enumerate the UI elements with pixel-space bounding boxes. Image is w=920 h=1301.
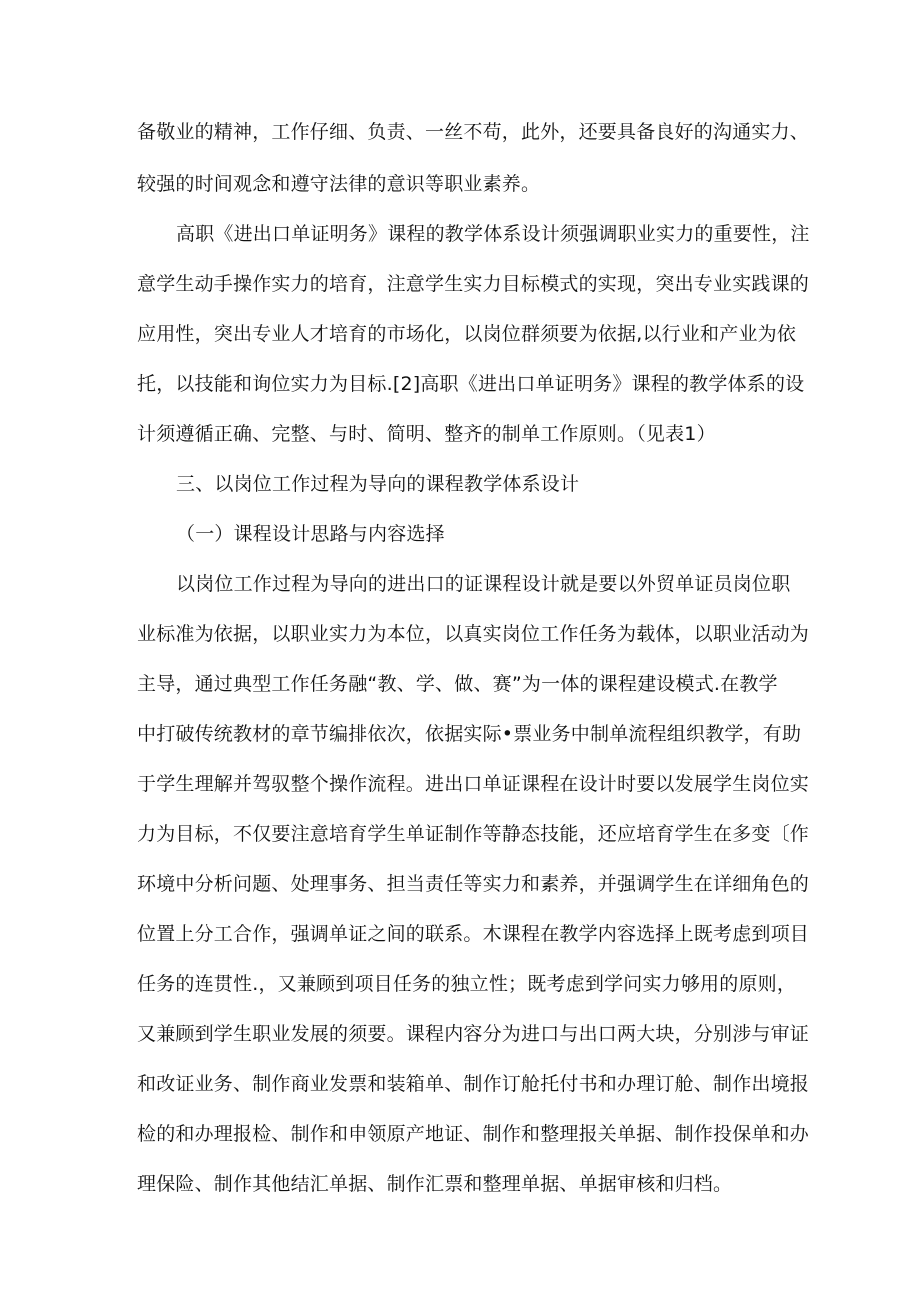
- text-line: 位置上分工合作，强调单证之间的联系。木课程在教学内容选择上既考虑到项目: [137, 923, 810, 945]
- paragraph-first-line: 高职《进出口单证明务》课程的教学体系设计须强调职业实力的重要性，注: [176, 223, 810, 245]
- text-line: 力为目标，不仅要注意培育学生单证制作等静态技能，还应培育学生在多变〔作: [137, 823, 810, 845]
- text-line: 于学生理解并驾驭整个操作流程。进出口单证课程在设计时要以发展学生岗位实: [137, 773, 810, 795]
- section-heading: 三、以岗位工作过程为导向的课程教学体系设计: [176, 473, 580, 495]
- text-line: 中打破传统教材的章节编排依次，依据实际•票业务中制单流程组织教学，有助: [137, 723, 802, 745]
- text-line: 理保险、制作其他结汇单据、制作汇票和整理单据、单据审核和归档。: [137, 1173, 733, 1195]
- text-line: 备敬业的精神，工作仔细、负责、一丝不苟，此外，还要具备良好的沟通实力、: [137, 121, 810, 143]
- subsection-heading: （一）课程设计思路与内容选择: [176, 523, 445, 545]
- text-line: 又兼顾到学生职业发展的须要。课程内容分为进口与出口两大块，分别涉与审证: [137, 1023, 810, 1045]
- text-line: 较强的时间观念和遵守法律的意识等职业素养。: [137, 173, 541, 195]
- text-line: 主导，通过典型工作任务融“教、学、做、赛”为一体的课程建设模式.在教学: [137, 673, 778, 695]
- text-line: 计须遵循正确、完整、与时、简明、整齐的制单工作原则。（见表1）: [137, 423, 716, 445]
- paragraph-first-line: 以岗位工作过程为导向的进出口的证课程设计就是要以外贸单证员岗位职: [176, 573, 791, 595]
- text-line: 检的和办理报检、制作和申领原产地证、制作和整理报关单据、制作投保单和办: [137, 1123, 810, 1145]
- text-line: 和改证业务、制作商业发票和装箱单、制作订舱托付书和办理订舱、制作出境报: [137, 1073, 810, 1095]
- text-line: 任务的连贯性.，又兼顾到项目任务的独立性；既考虑到学问实力够用的原则，: [137, 973, 797, 995]
- text-line: 托，以技能和询位实力为目标.[2]高职《进出口单证明务》课程的教学体系的设: [137, 373, 805, 395]
- text-line: 业标准为依据，以职业实力为本位，以真实岗位工作任务为载体，以职业活动为: [137, 623, 810, 645]
- text-line: 应用性，突出专业人才培育的市场化，以岗位群须要为依据,以行业和产业为依: [137, 323, 797, 345]
- text-line: 意学生动手操作实力的培育，注意学生实力目标模式的实现，突出专业实践课的: [137, 273, 810, 295]
- text-line: 环境中分析问题、处理事务、担当责任等实力和素养，并强调学生在详细角色的: [137, 873, 810, 895]
